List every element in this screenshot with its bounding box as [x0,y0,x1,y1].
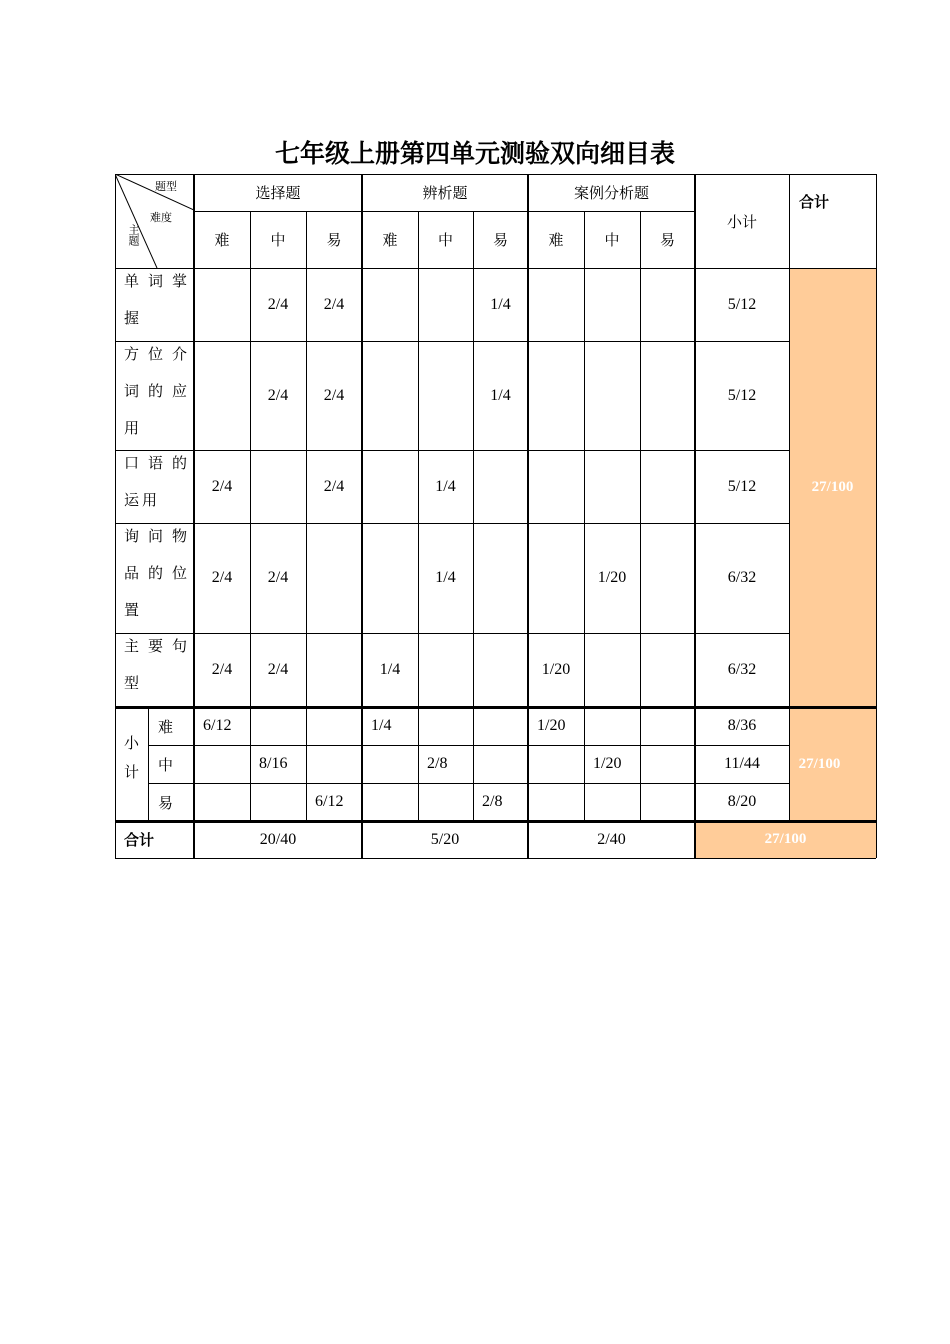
grid-line [527,174,529,858]
row-subtotal: 6/32 [727,569,757,586]
grid-line [876,174,877,858]
table-cell: 1/20 [541,661,571,678]
difficulty-header: 易 [659,231,675,249]
grid-line [115,341,789,342]
table-cell: 1/4 [490,295,511,313]
table-cell: 2/4 [211,661,233,678]
subtotal-cell: 2/8 [482,793,503,810]
subtotal-cell: 1/20 [537,717,566,734]
grid-line [306,268,307,821]
grand-total-value: 2/40 [597,830,626,848]
grid-line [473,268,474,821]
grid-line [115,858,876,859]
table-cell: 2/4 [267,386,289,404]
difficulty-header: 中 [437,231,453,249]
subtotal-block-label: 小计 [122,735,140,793]
grid-line [148,783,789,784]
difficulty-header: 难 [548,231,564,249]
row-subtotal: 5/12 [727,295,757,313]
grid-line [148,707,149,821]
grid-line [250,211,251,268]
subtotal-cell: 6/12 [203,717,232,734]
grid-line [640,211,641,268]
grand-total-label: 合计 [124,831,155,849]
grid-line [584,211,585,268]
grid-line [115,523,789,524]
grid-line [194,211,695,212]
table-cell: 2/4 [267,661,289,678]
corner-topic-label: 主题 [127,224,140,246]
grid-line [694,174,696,858]
grid-line [473,211,474,268]
grid-line [640,268,641,821]
topic-label: 主要句型 [124,637,190,692]
table-cell: 1/4 [435,477,456,495]
topic-label: 口语的运用 [124,454,190,509]
grid-line [250,268,251,821]
question-type-header: 辨析题 [422,184,468,202]
table-cell: 1/4 [379,661,401,678]
table-cell: 2/4 [323,295,345,313]
table-cell: 1/4 [435,569,456,586]
difficulty-header: 中 [604,231,620,249]
topic-label: 单词掌握 [124,272,190,327]
grid-line [789,174,790,821]
subtotal-row-value: 11/44 [724,755,760,772]
difficulty-header: 易 [326,231,342,249]
difficulty-header: 难 [382,231,398,249]
table-cell: 1/20 [597,569,627,586]
page-title: 七年级上册第四单元测验双向细目表 [274,139,675,168]
table-cell: 2/4 [323,386,345,404]
subtotal-level-label: 难 [158,717,174,736]
subtotal-header: 小计 [726,212,757,231]
topic-label: 方位介词的应用 [124,345,190,437]
table-cell: 2/4 [323,477,345,495]
subtotal-cell: 1/20 [593,755,622,772]
subtotal-cell: 1/4 [371,717,392,734]
row-subtotal: 5/12 [727,386,757,404]
subtotal-level-label: 中 [158,755,174,774]
table-cell: 2/4 [211,569,233,586]
grid-line [193,174,195,858]
grid-line [361,174,363,858]
total-header: 合计 [799,192,830,211]
question-type-header: 案例分析题 [573,184,649,202]
difficulty-header: 中 [270,231,286,249]
subtotal-cell: 6/12 [315,793,344,810]
table-cell: 2/4 [267,569,289,586]
subtotal-row-value: 8/20 [727,793,757,810]
subtotal-cell: 8/16 [259,755,288,772]
grid-line [584,268,585,821]
subtotal-level-label: 易 [158,793,174,812]
difficulty-header: 难 [214,231,230,249]
grid-line [418,268,419,821]
grid-line [306,211,307,268]
grid-line [115,820,876,823]
row-subtotal: 6/32 [727,661,757,678]
table-cell: 2/4 [211,477,233,495]
subtotal-cell: 2/8 [427,755,448,772]
subtotal-row-value: 8/36 [727,717,757,734]
grand-total-value: 5/20 [430,830,460,848]
rows-total-value: 27/100 [811,479,854,495]
grand-total-sum: 27/100 [764,831,807,847]
grid-line [115,706,876,709]
subtotal-block-total: 27/100 [798,755,841,772]
question-type-header: 选择题 [255,184,301,202]
topic-label: 询问物品的位置 [124,527,190,619]
difficulty-header: 易 [492,231,508,249]
table-cell: 1/4 [490,386,511,404]
grid-line [115,268,876,269]
table-cell: 2/4 [267,295,289,313]
corner-difficulty-label: 难度 [150,211,172,224]
grid-line [418,211,419,268]
grand-total-value: 20/40 [259,830,297,848]
grid-line [115,174,116,858]
grid-line [115,174,876,175]
grid-line [115,633,789,634]
grid-line [148,745,789,746]
grid-line [115,450,789,451]
row-subtotal: 5/12 [727,477,757,495]
corner-type-label: 题型 [155,180,177,193]
